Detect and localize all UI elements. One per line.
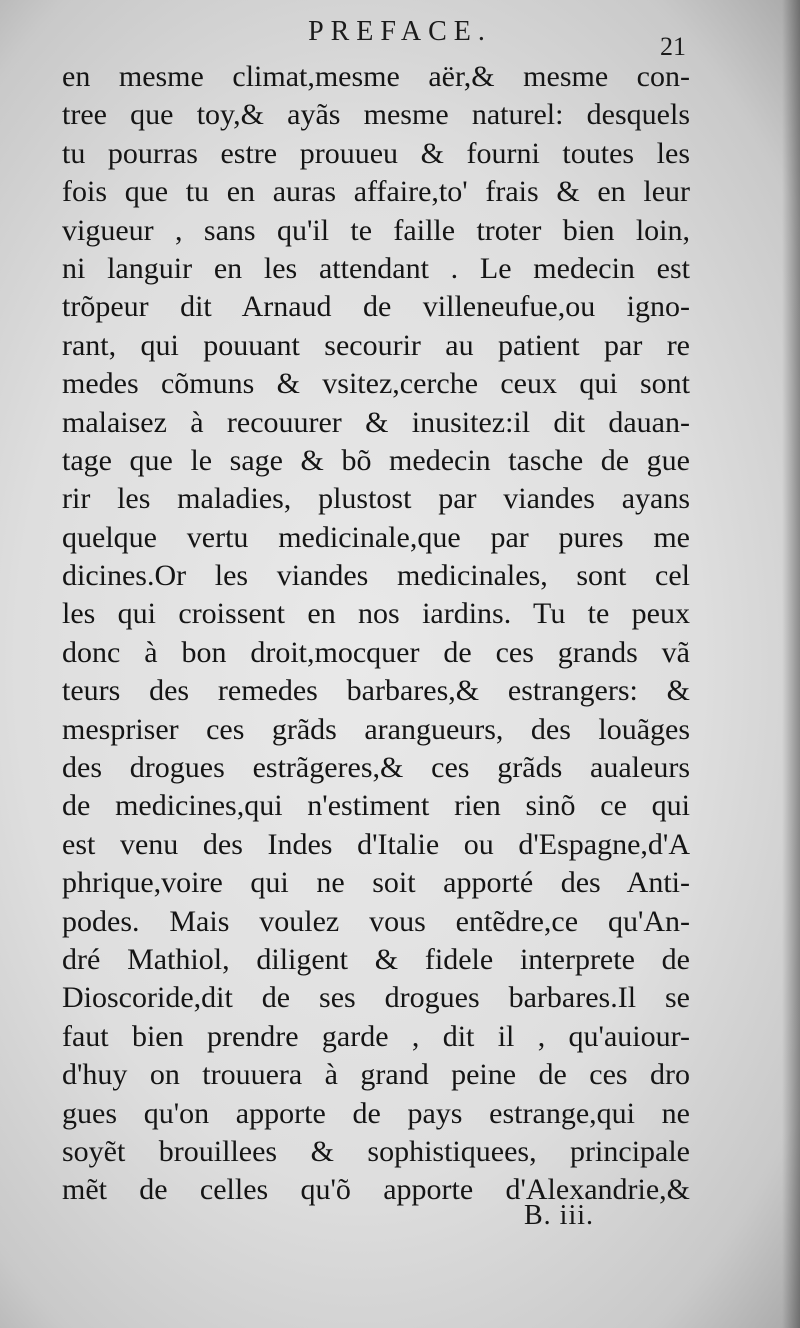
body-text xyxy=(62,58,690,1210)
text-line: medes cõmuns & vsitez,cerche ceux qui sont xyxy=(62,367,690,401)
text-line: est venu des Indes d'Italie ou d'Espagne,d'A xyxy=(62,827,690,861)
text-line: faut bien prendre garde , dit il , qu'auiour- xyxy=(62,1019,690,1053)
running-header: PREFACE. xyxy=(308,16,492,47)
signature-mark: B. iii. xyxy=(524,1200,595,1231)
text-line: soyẽt brouillees & sophistiquees, principale xyxy=(62,1134,690,1168)
text-line: tu pourras estre prouueu & fourni toutes les xyxy=(62,136,690,170)
text-line: ni languir en les attendant . Le medecin est xyxy=(62,251,690,285)
text-line: vigueur , sans qu'il te faille troter bien loin, xyxy=(62,213,690,247)
text-line: trõpeur dit Arnaud de villeneufue,ou igno- xyxy=(62,290,690,324)
text-line: rir les maladies, plustost par viandes ayans xyxy=(62,482,690,516)
text-line: mespriser ces grãds arangueurs, des louãges xyxy=(62,712,690,746)
text-line: podes. Mais voulez vous entẽdre,ce qu'An- xyxy=(62,904,690,938)
text-line: dicines.Or les viandes medicinales, sont cel xyxy=(62,559,690,593)
text-line: phrique,voire qui ne soit apporté des Anti- xyxy=(62,866,690,900)
text-line: mẽt de celles qu'õ apporte d'Alexandrie,& xyxy=(62,1173,690,1207)
text-line: donc à bon droit,mocquer de ces grands vã xyxy=(62,635,690,669)
text-line: d'huy on trouuera à grand peine de ces dro xyxy=(62,1058,690,1092)
text-line: les qui croissent en nos iardins. Tu te peux xyxy=(62,597,690,631)
text-line: quelque vertu medicinale,que par pures me xyxy=(62,520,690,554)
text-line: Dioscoride,dit de ses drogues barbares.Il se xyxy=(62,981,690,1015)
text-line: de medicines,qui n'estiment rien sinõ ce qui xyxy=(62,789,690,823)
text-line: des drogues estrãgeres,& ces grãds aualeurs xyxy=(62,751,690,785)
text-line: rant, qui pouuant secourir au patient par re xyxy=(62,328,690,362)
text-line: fois que tu en auras affaire,to' frais & en leur xyxy=(62,175,690,209)
text-line: tage que le sage & bõ medecin tasche de gue xyxy=(62,443,690,477)
page-edge-shadow xyxy=(782,0,800,1328)
text-line: tree que toy,& ayãs mesme naturel: desquels xyxy=(62,98,690,132)
text-line: teurs des remedes barbares,& estrangers: & xyxy=(62,674,690,708)
text-line: en mesme climat,mesme aër,& mesme con- xyxy=(62,60,690,93)
text-line: malaisez à recouurer & inusitez:il dit dauan- xyxy=(62,405,690,439)
text-line: dré Mathiol, diligent & fidele interprete de xyxy=(62,942,690,976)
text-line: gues qu'on apporte de pays estrange,qui ne xyxy=(62,1096,690,1130)
page-number: 21 xyxy=(660,32,686,61)
